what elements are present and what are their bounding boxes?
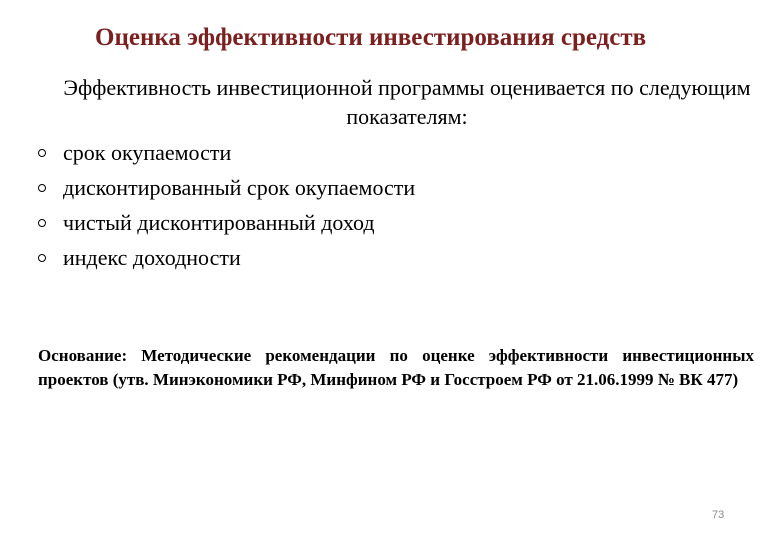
list-item bbox=[36, 205, 415, 240]
bullet-icon bbox=[38, 149, 46, 157]
list-item-label: чистый дисконтированный доход bbox=[63, 209, 375, 235]
basis-note: Основание: Методические рекомендации по оценке эффективности инвестиционных проектов (утв. Минэкономики РФ, Минфином РФ и Госстроем РФ от 21.06.1999 № ВК 477) bbox=[38, 346, 754, 389]
list-item bbox=[36, 170, 415, 205]
list-item-label: индекс доходности bbox=[63, 244, 241, 270]
bullet-icon bbox=[38, 219, 46, 227]
bullet-icon bbox=[38, 254, 46, 262]
list-item bbox=[36, 135, 415, 170]
list-item bbox=[36, 240, 415, 275]
bullet-icon bbox=[38, 184, 46, 192]
list-item-label: дисконтированный срок окупаемости bbox=[63, 174, 416, 200]
page-number: 73 bbox=[712, 509, 725, 521]
slide-title: Оценка эффективности инвестирования средств bbox=[95, 24, 647, 51]
list-item-label: срок окупаемости bbox=[63, 139, 232, 165]
indicator-list bbox=[36, 135, 415, 275]
intro-text: Эффективность инвестиционной программы оценивается по следующим показателям: bbox=[63, 75, 751, 129]
